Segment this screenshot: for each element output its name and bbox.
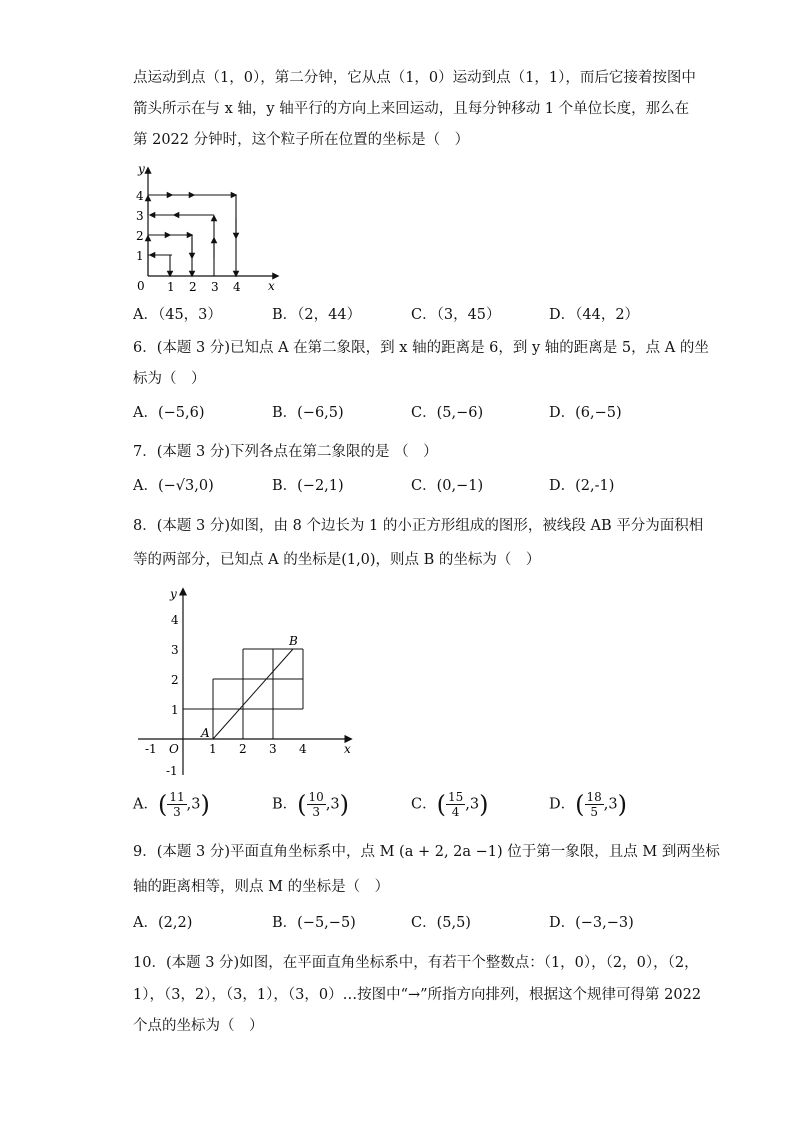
q7-option-a[interactable]: A．(−√3,0) [133,478,214,494]
q5-x-label: x [268,279,275,293]
q5-text-line-1: 点运动到点（1，0），第二分钟，它从点（1，0）运动到点（1，1），而后它接着按图中 [133,70,696,86]
q5-path-segments [148,195,236,276]
q8-text-line-1: 8．(本题 3 分)如图，由 8 个边长为 1 的小正方形组成的图形，被线段 AB 平分为面积相 [133,518,704,534]
q5-origin-label: 0 [137,279,145,293]
q5-x-tick: 2 [189,280,197,294]
q8-x-tick: 4 [299,742,307,756]
q5-x-tick: 3 [211,280,219,294]
q8-figure-grid [133,585,363,780]
q5-figure-particle-path [128,158,288,298]
q8-option-c[interactable]: C．( $\frac{15}{4}$ ,3) [411,790,489,819]
q8-point-b-label: B [289,634,298,648]
q10-text-line-1: 10．(本题 3 分)如图，在平面直角坐标系中，有若干个整数点：（1，0），（2，0），（2， [133,955,699,971]
q8-option-d[interactable]: D．( $\frac{18}{5}$ ,3) [549,790,628,819]
q6-option-c[interactable]: C．(5,−6) [411,405,484,421]
q5-option-a[interactable]: A．（45，3） [133,307,222,323]
q8-y-tick: 1 [171,703,179,717]
q8-x-tick: 3 [269,742,277,756]
q5-y-tick: 1 [136,249,144,263]
q8-y-tick: 4 [171,613,179,627]
q9-option-b[interactable]: B．(−5,−5) [272,915,356,931]
q8-y-label: y [170,587,177,601]
q6-text-line-2: 标为（ ） [133,371,206,387]
q9-option-d[interactable]: D．(−3,−3) [549,915,634,931]
q5-x-tick: 4 [233,280,241,294]
q5-y-label: y [138,162,145,176]
q8-y-tick: 3 [171,643,179,657]
q9-option-c[interactable]: C．(5,5) [411,915,471,931]
q5-option-b[interactable]: B．（2，44） [272,307,362,323]
q7-text-line-1: 7．(本题 3 分)下列各点在第二象限的是 （ ） [133,444,438,460]
q8-x-tick: 2 [239,742,247,756]
q8-x-tick: -1 [145,742,157,756]
q6-option-d[interactable]: D．(6,−5) [549,405,622,421]
q9-text-line-1: 9．(本题 3 分)平面直角坐标系中，点 M (a + 2, 2a −1) 位于第一象限，且点 M 到两坐标 [133,844,720,860]
q10-text-line-2: 1），（3，2），（3，1），（3，0）…按图中“→”所指方向排列，根据这个规律可得第 2022 [133,987,702,1003]
q5-text-line-3: 第 2022 分钟时，这个粒子所在位置的坐标是（ ） [133,132,470,148]
q5-option-d[interactable]: D．（44，2） [549,307,640,323]
q9-text-line-2: 轴的距离相等，则点 M 的坐标是（ ） [133,879,390,895]
q8-y-tick: -1 [166,764,178,778]
fraction: $\frac{10}{3}$ [308,790,324,819]
q8-option-b[interactable]: B．( $\frac{10}{3}$ ,3) [272,790,350,819]
fraction: $\frac{11}{3}$ [169,790,185,819]
q8-point-a-label: A [201,726,210,740]
q5-y-tick: 3 [136,209,144,223]
q8-y-tick: 2 [171,673,179,687]
q5-text-line-2: 箭头所示在与 x 轴，y 轴平行的方向上来回运动，且每分钟移动 1 个单位长度，那么在 [133,101,690,117]
q8-origin-label: O [169,742,179,756]
fraction: $\frac{18}{5}$ [586,790,602,819]
q5-option-c[interactable]: C．（3，45） [411,307,501,323]
q6-text-line-1: 6．(本题 3 分)已知点 A 在第二象限，到 x 轴的距离是 6，到 y 轴的距离是 5，点 A 的坐 [133,340,709,356]
q7-option-b[interactable]: B．(−2,1) [272,478,344,494]
q7-option-d[interactable]: D．(2,-1) [549,478,615,494]
q7-option-c[interactable]: C．(0,−1) [411,478,484,494]
q8-x-tick: 1 [209,742,217,756]
q8-option-a[interactable]: A．( $\frac{11}{3}$ ,3) [133,790,210,819]
q8-text-line-2: 等的两部分，已知点 A 的坐标是(1,0)，则点 B 的坐标为（ ） [133,552,541,568]
q8-segment-ab [213,649,293,739]
q5-y-tick: 4 [136,189,144,203]
q10-text-line-3: 个点的坐标为（ ） [133,1018,264,1034]
q6-option-a[interactable]: A．(−5,6) [133,405,205,421]
fraction: $\frac{15}{4}$ [447,790,464,819]
q8-x-label: x [344,742,351,756]
q5-x-tick: 1 [167,280,175,294]
q9-option-a[interactable]: A．(2,2) [133,915,193,931]
q6-option-b[interactable]: B．(−6,5) [272,405,344,421]
q5-y-tick: 2 [136,229,144,243]
